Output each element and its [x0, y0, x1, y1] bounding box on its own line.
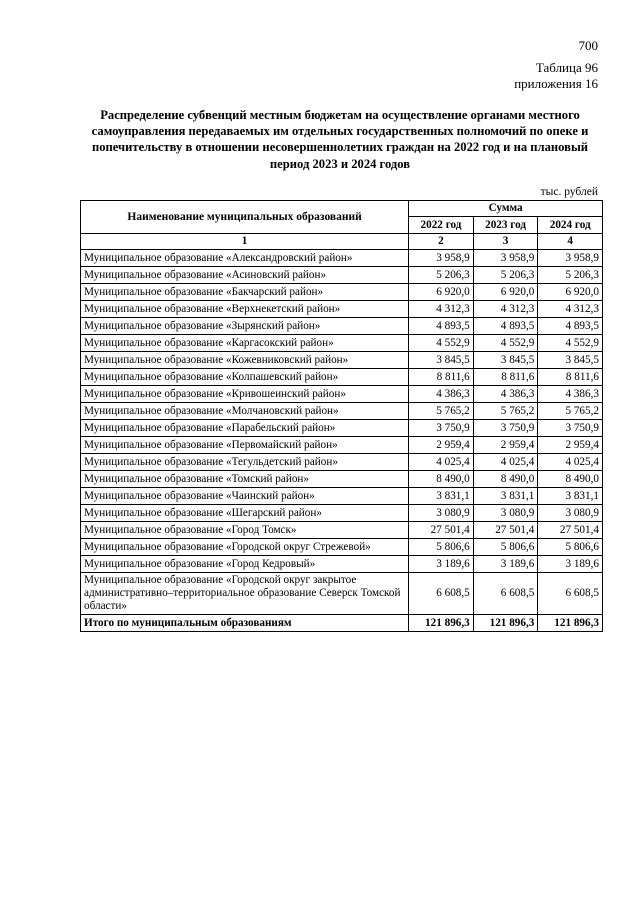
- amount-cell: 6 608,5: [473, 573, 538, 615]
- amount-cell: 5 206,3: [409, 267, 474, 284]
- amount-cell: 6 920,0: [409, 284, 474, 301]
- amount-cell: 8 490,0: [409, 471, 474, 488]
- amount-cell: 5 765,2: [409, 403, 474, 420]
- table-row: [81, 505, 603, 522]
- page-number: 700: [578, 38, 598, 53]
- table-row: [81, 369, 603, 386]
- amount-cell: 4 552,9: [409, 335, 474, 352]
- header-year-2024: 2024 год: [538, 217, 603, 234]
- amount-cell: 3 750,9: [409, 420, 474, 437]
- header-name: Наименование муниципальных образований: [81, 201, 409, 234]
- amount-cell: 27 501,4: [409, 522, 474, 539]
- amount-cell: 5 206,3: [473, 267, 538, 284]
- amount-cell: 6 608,5: [409, 573, 474, 615]
- column-number: 3: [473, 234, 538, 250]
- column-number: 1: [81, 234, 409, 250]
- amount-cell: 3 080,9: [473, 505, 538, 522]
- table-row: [81, 437, 603, 454]
- table-row: [81, 267, 603, 284]
- amount-cell: 6 920,0: [538, 284, 603, 301]
- amount-cell: 3 845,5: [409, 352, 474, 369]
- amount-cell: 4 312,3: [409, 301, 474, 318]
- table-row: [81, 522, 603, 539]
- amount-cell: 4 893,5: [473, 318, 538, 335]
- header-sum: Сумма: [409, 201, 603, 217]
- amount-cell: 6 608,5: [538, 573, 603, 615]
- total-value-2022: 121 896,3: [409, 615, 474, 632]
- table-row: [81, 454, 603, 471]
- table-row: [81, 318, 603, 335]
- table-row: [81, 301, 603, 318]
- municipality-name: Муниципальное образование «Шегарский район»: [81, 505, 409, 522]
- table-row: [81, 386, 603, 403]
- municipality-name: Муниципальное образование «Асиновский район»: [81, 267, 409, 284]
- total-value-2024: 121 896,3: [538, 615, 603, 632]
- amount-cell: 4 386,3: [409, 386, 474, 403]
- table-row: [81, 420, 603, 437]
- amount-cell: 27 501,4: [538, 522, 603, 539]
- amount-cell: 5 806,6: [409, 539, 474, 556]
- document-title: Распределение субвенций местным бюджетам на осуществление органами местного самоуправления передаваемых им отдельных государственных полномочий по опеке и попечительству в отношении несовершеннолетних граждан на 2022 год и на плановый период 2023 и 2024 годов: [91, 108, 589, 171]
- amount-cell: 2 959,4: [473, 437, 538, 454]
- municipality-name: Муниципальное образование «Городской округ Стрежевой»: [81, 539, 409, 556]
- amount-cell: 8 811,6: [473, 369, 538, 386]
- amount-cell: 5 765,2: [538, 403, 603, 420]
- amount-cell: 3 845,5: [538, 352, 603, 369]
- amount-cell: 3 080,9: [409, 505, 474, 522]
- amount-cell: 4 552,9: [473, 335, 538, 352]
- municipality-name: Муниципальное образование «Первомайский район»: [81, 437, 409, 454]
- amount-cell: 3 750,9: [473, 420, 538, 437]
- total-label: Итого по муниципальным образованиям: [81, 615, 409, 632]
- municipality-name: Муниципальное образование «Чаинский район»: [81, 488, 409, 505]
- amount-cell: 3 750,9: [538, 420, 603, 437]
- amount-cell: 8 811,6: [409, 369, 474, 386]
- municipality-name: Муниципальное образование «Верхнекетский район»: [81, 301, 409, 318]
- municipality-name: Муниципальное образование «Город Кедровый»: [81, 556, 409, 573]
- subvention-table: [80, 200, 603, 632]
- table-ref-line2: приложения 16: [514, 76, 598, 91]
- column-number: 2: [409, 234, 474, 250]
- amount-cell: 3 958,9: [473, 250, 538, 267]
- amount-cell: 27 501,4: [473, 522, 538, 539]
- amount-cell: 3 958,9: [409, 250, 474, 267]
- total-row: [81, 615, 603, 632]
- municipality-name: Муниципальное образование «Зырянский район»: [81, 318, 409, 335]
- municipality-name: Муниципальное образование «Кривошеинский район»: [81, 386, 409, 403]
- total-value-2023: 121 896,3: [473, 615, 538, 632]
- amount-cell: 3 080,9: [538, 505, 603, 522]
- amount-cell: 4 025,4: [473, 454, 538, 471]
- amount-cell: 5 765,2: [473, 403, 538, 420]
- amount-cell: 3 958,9: [538, 250, 603, 267]
- table-reference: [514, 60, 598, 92]
- amount-cell: 3 831,1: [538, 488, 603, 505]
- amount-cell: 4 025,4: [538, 454, 603, 471]
- amount-cell: 4 893,5: [538, 318, 603, 335]
- amount-cell: 2 959,4: [409, 437, 474, 454]
- table-row: [81, 284, 603, 301]
- table-row: [81, 573, 603, 615]
- amount-cell: 8 490,0: [473, 471, 538, 488]
- table-row: [81, 403, 603, 420]
- table-row: [81, 556, 603, 573]
- amount-cell: 5 206,3: [538, 267, 603, 284]
- amount-cell: 3 189,6: [409, 556, 474, 573]
- municipality-name: Муниципальное образование «Тегульдетский район»: [81, 454, 409, 471]
- header-year-2023: 2023 год: [473, 217, 538, 234]
- municipality-name: Муниципальное образование «Городской округ закрытое административно–территориальное образование Северск Томской области»: [81, 573, 409, 615]
- municipality-name: Муниципальное образование «Кожевниковский район»: [81, 352, 409, 369]
- column-number: 4: [538, 234, 603, 250]
- amount-cell: 3 189,6: [473, 556, 538, 573]
- header-year-2022: 2022 год: [409, 217, 474, 234]
- table-row: [81, 471, 603, 488]
- amount-cell: 3 189,6: [538, 556, 603, 573]
- table-row: [81, 352, 603, 369]
- municipality-name: Муниципальное образование «Колпашевский район»: [81, 369, 409, 386]
- amount-cell: 5 806,6: [473, 539, 538, 556]
- table-row: [81, 250, 603, 267]
- amount-cell: 3 845,5: [473, 352, 538, 369]
- amount-cell: 6 920,0: [473, 284, 538, 301]
- table-row: [81, 335, 603, 352]
- municipality-name: Муниципальное образование «Парабельский район»: [81, 420, 409, 437]
- amount-cell: 4 386,3: [473, 386, 538, 403]
- municipality-name: Муниципальное образование «Александровский район»: [81, 250, 409, 267]
- amount-cell: 2 959,4: [538, 437, 603, 454]
- amount-cell: 4 893,5: [409, 318, 474, 335]
- amount-cell: 3 831,1: [473, 488, 538, 505]
- amount-cell: 5 806,6: [538, 539, 603, 556]
- table-row: [81, 488, 603, 505]
- table-ref-line1: Таблица 96: [535, 60, 598, 75]
- amount-cell: 8 490,0: [538, 471, 603, 488]
- amount-cell: 4 386,3: [538, 386, 603, 403]
- municipality-name: Муниципальное образование «Томский район»: [81, 471, 409, 488]
- municipality-name: Муниципальное образование «Молчановский район»: [81, 403, 409, 420]
- municipality-name: Муниципальное образование «Бакчарский район»: [81, 284, 409, 301]
- table-row: [81, 539, 603, 556]
- amount-cell: 4 552,9: [538, 335, 603, 352]
- amount-cell: 3 831,1: [409, 488, 474, 505]
- municipality-name: Муниципальное образование «Город Томск»: [81, 522, 409, 539]
- units-label: тыс. рублей: [540, 186, 598, 198]
- amount-cell: 4 312,3: [538, 301, 603, 318]
- amount-cell: 4 312,3: [473, 301, 538, 318]
- amount-cell: 8 811,6: [538, 369, 603, 386]
- municipality-name: Муниципальное образование «Каргасокский район»: [81, 335, 409, 352]
- amount-cell: 4 025,4: [409, 454, 474, 471]
